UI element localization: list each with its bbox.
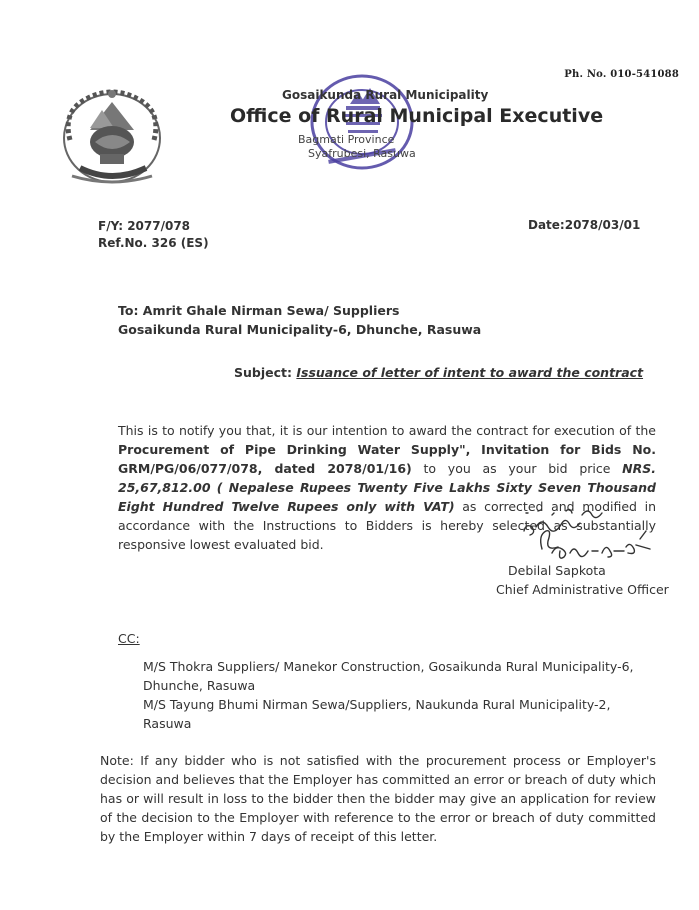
subject-text: Issuance of letter of intent to award the contract [296,365,644,380]
recipient-address: Gosaikunda Rural Municipality-6, Dhunche, Rasuwa [118,322,482,337]
cc-line-3: M/S Tayung Bhumi Nirman Sewa/Suppliers, Naukunda Rural Municipality-2, Rasuwa [143,697,611,731]
signatory-title: Chief Administrative Officer [496,582,669,597]
body-part-3: to you as your bid price [411,461,623,476]
body-part-2: Procurement of Pipe Drinking Water Supply", Invitation for Bids No. GRM/PG/06/077/078, dated 2078/01/16) [118,442,656,476]
cc-list [143,657,643,733]
body-part-5: as corrected and modified in accordance with the Instructions to Bidders is hereby selected as substantially responsive lowest evaluated bid. [118,499,657,552]
municipality-name: Gosaikunda Rural Municipality [282,88,489,102]
fiscal-year: F/Y: 2077/078 [98,219,191,233]
office-title: Office of Rural Municipal Executive [230,105,604,127]
recipient-name: To: Amrit Ghale Nirman Sewa/ Suppliers [118,303,400,318]
signatory-name: Debilal Sapkota [508,563,606,578]
cc-line-1: M/S Thokra Suppliers/ Manekor Construction, Gosaikunda Rural Municipality-6, [143,659,634,674]
subject-label: Subject: [234,365,297,380]
note-paragraph: Note: If any bidder who is not satisfied with the procurement process or Employer's decision and believes that the Employer has committed an error or breach of duty which has or will result in loss to the bidder then the bidder may give an application for review of the decision to the Employer with reference to the error or breach of duty committed by the Employer within 7 days of receipt of this letter. [100,753,656,844]
reference-number: Ref.No. 326 (ES) [98,236,209,250]
subject-line [234,365,643,380]
letter-date: Date:2078/03/01 [528,218,641,232]
phone-number: Ph. No. 010-541088 [564,69,679,80]
body-part-4: NRS. 25,67,812.00 ( Nepalese Rupees Twenty Five Lakhs Sixty Seven Thousand Eight Hundred Twelve Rupees only with VAT) [118,461,657,514]
fiscal-year-block [98,218,209,252]
address-line: Syafrubesi, Rasuwa [308,147,416,160]
government-emblem-icon [50,80,175,190]
cc-label: CC: [118,631,140,646]
province-line: Bagmati Province [298,133,395,146]
body-part-1: This is to notify you that, it is our intention to award the contract for execution of the [118,423,656,438]
cc-line-2: Dhunche, Rasuwa [143,678,256,693]
recipient-block [118,301,481,339]
